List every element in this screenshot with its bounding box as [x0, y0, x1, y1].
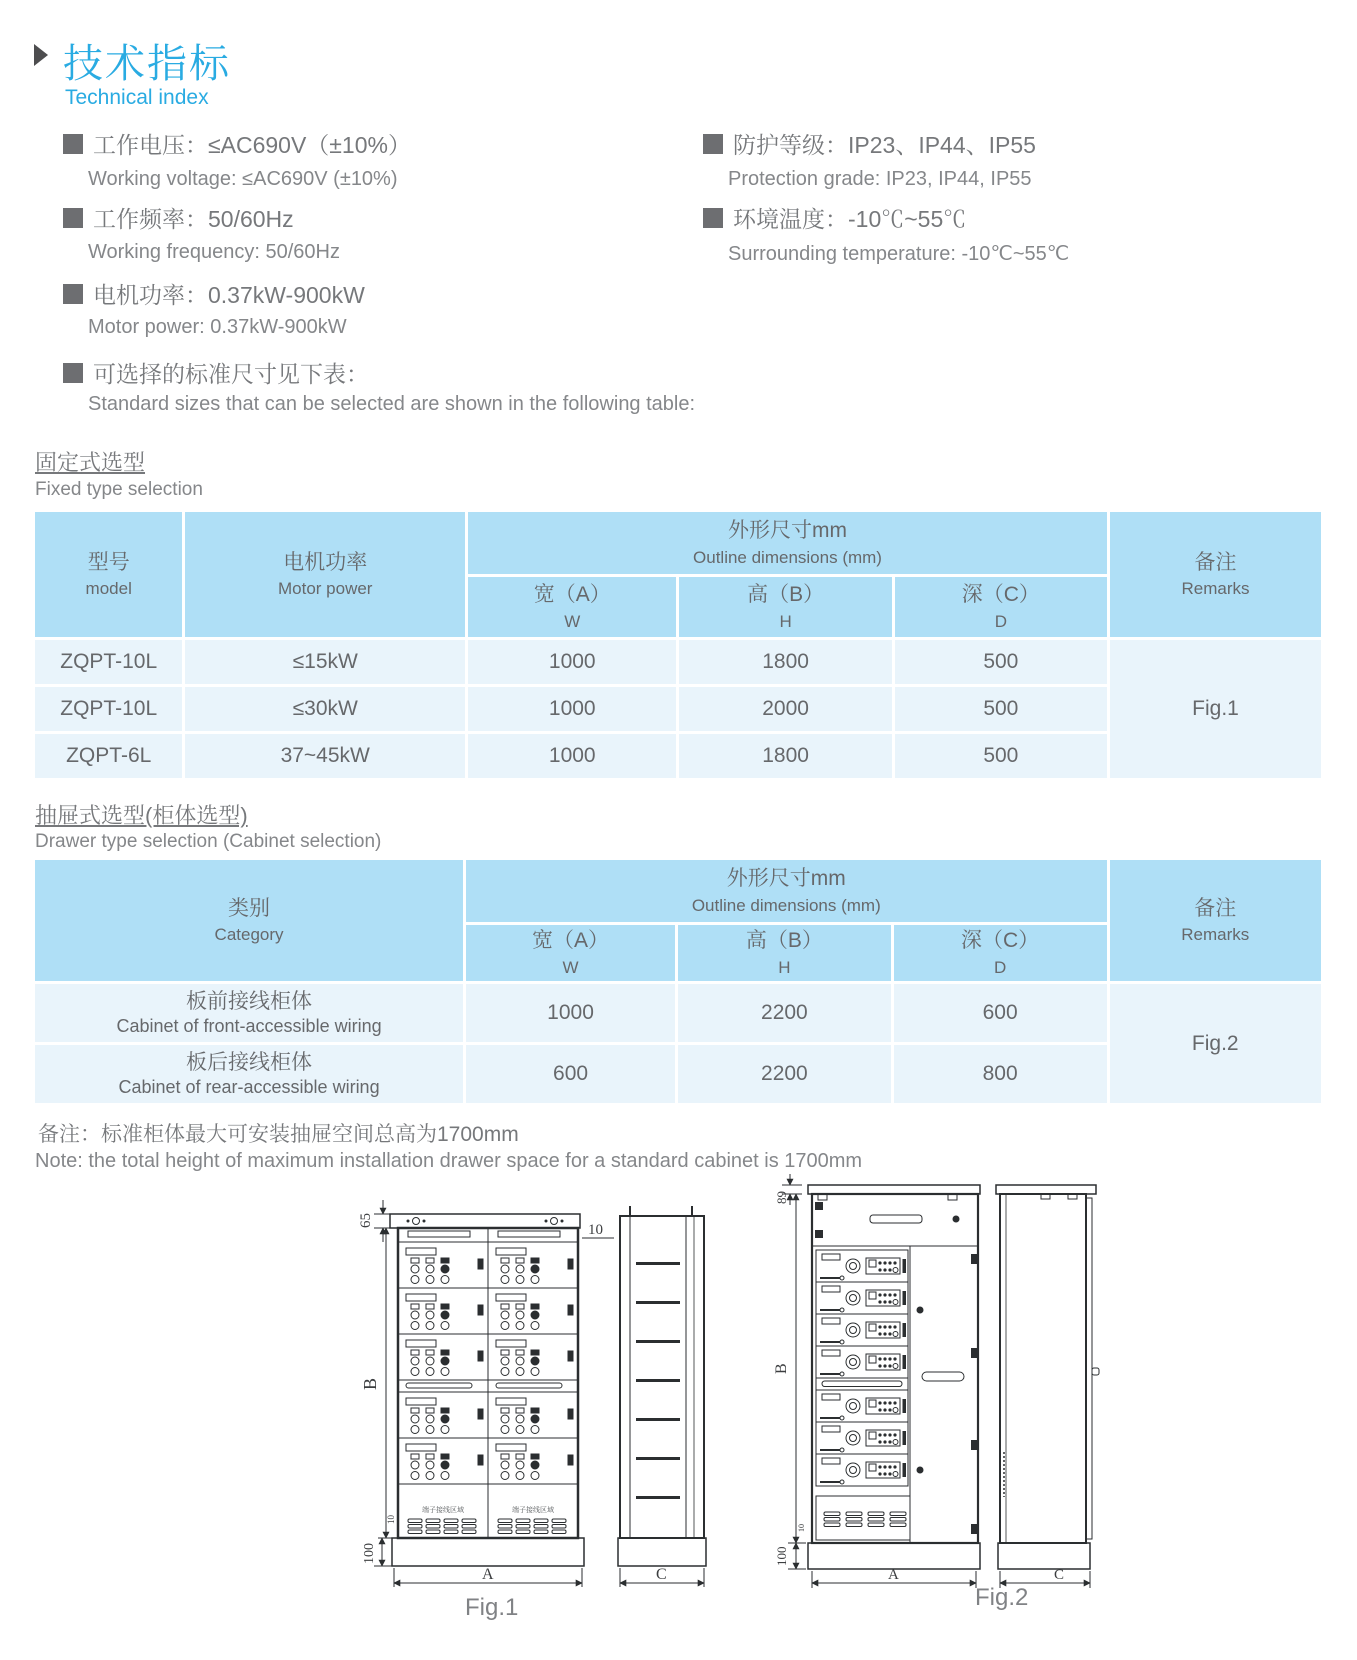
t1-header-width-en: W: [564, 611, 581, 631]
fixed-type-table: [32, 509, 1324, 781]
t1-r1-d: 500: [895, 687, 1107, 731]
t2-header-height-en: H: [778, 957, 791, 977]
fig1-dim-C: C: [656, 1566, 667, 1583]
spec-motor-power-cn: 电机功率：0.37kW-900kW: [93, 282, 365, 308]
t1-header-height-en: H: [779, 611, 792, 631]
t2-header-width-cn: 宽（A）: [532, 929, 610, 953]
t1-header-height-cn: 高（B）: [747, 583, 825, 607]
t1-r1-model: ZQPT-10L: [35, 687, 182, 731]
t2-r0-w: 1000: [466, 984, 675, 1042]
t1-r1-h: 2000: [679, 687, 891, 731]
t2-r1-d: 800: [894, 1045, 1107, 1103]
spec-protection-grade-en: Protection grade: IP23, IP44, IP55: [728, 168, 1032, 190]
t2-remark: Fig.2: [1110, 984, 1322, 1103]
t2-header-category: [35, 860, 463, 981]
square-bullet-icon: [63, 134, 83, 154]
t1-header-power-cn: 电机功率: [283, 550, 368, 574]
t1-r0-w: 1000: [468, 640, 676, 684]
spec-motor-power-en: Motor power: 0.37kW-900kW: [88, 316, 347, 338]
t1-header-remarks-cn: 备注: [1194, 550, 1237, 574]
fig2-dim-10-small: 10: [797, 1524, 806, 1532]
fixed-section-title-cn: 固定式选型: [35, 450, 146, 475]
t1-header-model-cn: 型号: [87, 550, 130, 574]
fig2-dim-A: A: [888, 1567, 899, 1583]
fig1-terminal-label: 端子接线区域: [512, 1507, 554, 1514]
fig1-caption: Fig.1: [465, 1594, 519, 1621]
t2-header-dims-group: [466, 860, 1106, 922]
t2-r0-category: [35, 984, 463, 1042]
spec-working-voltage-cn: 工作电压：≤AC690V（±10%）: [93, 132, 411, 158]
t2-header-depth: [894, 925, 1107, 981]
t2-header-depth-en: D: [993, 957, 1007, 977]
fig2-dim-100: 100: [774, 1546, 789, 1566]
spec-protection-grade-cn: 防护等级：IP23、IP44、IP55: [733, 132, 1036, 158]
table-row: [35, 640, 1321, 684]
t2-r1-category-en: Cabinet of rear-accessible wiring: [118, 1076, 380, 1097]
spec-surrounding-temperature-cn: 环境温度：-10℃~55℃: [733, 206, 967, 232]
t2-r0-d: 600: [894, 984, 1107, 1042]
t1-header-power-en: Motor power: [277, 579, 373, 598]
fig2-drawing: [758, 1162, 1103, 1592]
t2-header-category-cn: 类别: [228, 896, 271, 920]
fig2-side-view: [996, 1185, 1099, 1569]
square-bullet-icon: [703, 208, 723, 228]
spec-motor-power: [63, 277, 365, 310]
fixed-section-title-en: Fixed type selection: [35, 479, 203, 500]
t1-remark: Fig.1: [1110, 640, 1321, 778]
fig1-drawing: [330, 1150, 730, 1600]
fig2-dim-89: 89: [774, 1191, 789, 1204]
t2-header-height: [678, 925, 891, 981]
t2-r0-h: 2200: [678, 984, 891, 1042]
fig1-dim-65: 65: [358, 1213, 374, 1228]
fig1-side-view: [618, 1206, 706, 1566]
fig1-dim-A: A: [482, 1566, 494, 1583]
t1-header-width: [468, 577, 676, 637]
fig1-front-view: [390, 1214, 584, 1566]
spec-working-frequency: [63, 201, 294, 234]
spec-working-voltage: [63, 127, 411, 160]
spec-working-voltage-en: Working voltage: ≤AC690V (±10%): [88, 168, 398, 190]
t2-header-dims-cn: 外形尺寸mm: [726, 867, 846, 891]
t1-r2-d: 500: [895, 734, 1107, 778]
fig1-dim-10-top: 10: [588, 1222, 603, 1238]
t1-r0-power: ≤15kW: [185, 640, 465, 684]
t2-header-remarks-en: Remarks: [1181, 925, 1250, 944]
t2-header-category-en: Category: [214, 925, 284, 944]
page-title: 技术指标: [63, 42, 231, 86]
note-cn: 备注：标准柜体最大可安装抽屉空间总高为1700mm: [38, 1123, 519, 1146]
t1-header-remarks: [1110, 512, 1321, 637]
spec-table-intro-en: Standard sizes that can be selected are shown in the following table:: [88, 393, 696, 415]
title-arrow-icon: [34, 44, 48, 66]
t1-r2-h: 1800: [679, 734, 891, 778]
t2-header-height-cn: 高（B）: [745, 929, 823, 953]
t1-r1-power: ≤30kW: [185, 687, 465, 731]
spec-working-frequency-cn: 工作频率：50/60Hz: [93, 206, 294, 232]
t2-r1-category-cn: 板后接线柜体: [186, 1050, 313, 1074]
t1-r2-w: 1000: [468, 734, 676, 778]
spec-working-frequency-en: Working frequency: 50/60Hz: [88, 241, 340, 263]
t1-header-dims-en: Outline dimensions (mm): [693, 547, 882, 567]
fig1-dim-10-small: 10: [386, 1515, 396, 1524]
t1-r2-model: ZQPT-6L: [35, 734, 182, 778]
spec-surrounding-temperature: [703, 201, 966, 234]
t2-header-width-en: W: [562, 957, 579, 977]
square-bullet-icon: [63, 208, 83, 228]
fig2-front-view: [808, 1185, 980, 1569]
t2-r1-category: [35, 1045, 463, 1103]
fig2-caption: Fig.2: [975, 1584, 1029, 1611]
fig1-terminal-label: 端子接线区域: [422, 1507, 464, 1514]
fig1-dim-B: B: [360, 1377, 380, 1390]
t1-r0-d: 500: [895, 640, 1107, 684]
t1-r1-w: 1000: [468, 687, 676, 731]
t1-header-depth-cn: 深（C）: [961, 583, 1040, 607]
fig1-dim-100: 100: [362, 1543, 377, 1564]
t2-header-depth-cn: 深（C）: [961, 929, 1040, 953]
t1-header-dims-cn: 外形尺寸mm: [728, 519, 847, 543]
t1-header-model-en: model: [85, 579, 132, 598]
drawer-section-title-cn: 抽屉式选型(柜体选型): [35, 803, 248, 828]
page-subtitle: Technical index: [65, 86, 209, 109]
t1-header-height: [679, 577, 891, 637]
spec-table-intro: [63, 356, 369, 389]
table-row: [35, 984, 1321, 1042]
drawer-section-title-en: Drawer type selection (Cabinet selection): [35, 831, 382, 852]
t1-header-depth: [895, 577, 1107, 637]
t2-r0-category-cn: 板前接线柜体: [186, 989, 313, 1013]
t2-header-width: [466, 925, 675, 981]
t2-header-dims-en: Outline dimensions (mm): [691, 895, 881, 915]
t2-header-remarks-cn: 备注: [1194, 896, 1237, 920]
t1-header-width-cn: 宽（A）: [533, 583, 611, 607]
t2-r1-h: 2200: [678, 1045, 891, 1103]
t2-r1-w: 600: [466, 1045, 675, 1103]
t1-header-dims-group: [468, 512, 1107, 574]
t1-r0-model: ZQPT-10L: [35, 640, 182, 684]
spec-table-intro-cn: 可选择的标准尺寸见下表：: [93, 361, 369, 387]
note-en: Note: the total height of maximum installation drawer space for a standard cabinet is 1700mm: [35, 1150, 863, 1172]
spec-surrounding-temperature-en: Surrounding temperature: -10℃~55℃: [728, 243, 1070, 265]
t2-header-remarks: [1110, 860, 1322, 981]
fig2-dim-B: B: [773, 1363, 790, 1374]
t1-r0-h: 1800: [679, 640, 891, 684]
square-bullet-icon: [63, 363, 83, 383]
square-bullet-icon: [703, 134, 723, 154]
t1-r2-power: 37~45kW: [185, 734, 465, 778]
t1-header-power: [185, 512, 465, 637]
t1-header-model: [35, 512, 182, 637]
fig2-dim-C: C: [1054, 1567, 1065, 1583]
t1-header-remarks-en: Remarks: [1181, 579, 1250, 598]
t2-r0-category-en: Cabinet of front-accessible wiring: [116, 1015, 382, 1036]
spec-protection-grade: [703, 127, 1036, 160]
drawer-type-table: [32, 857, 1324, 1106]
t1-header-depth-en: D: [994, 611, 1007, 631]
square-bullet-icon: [63, 284, 83, 304]
